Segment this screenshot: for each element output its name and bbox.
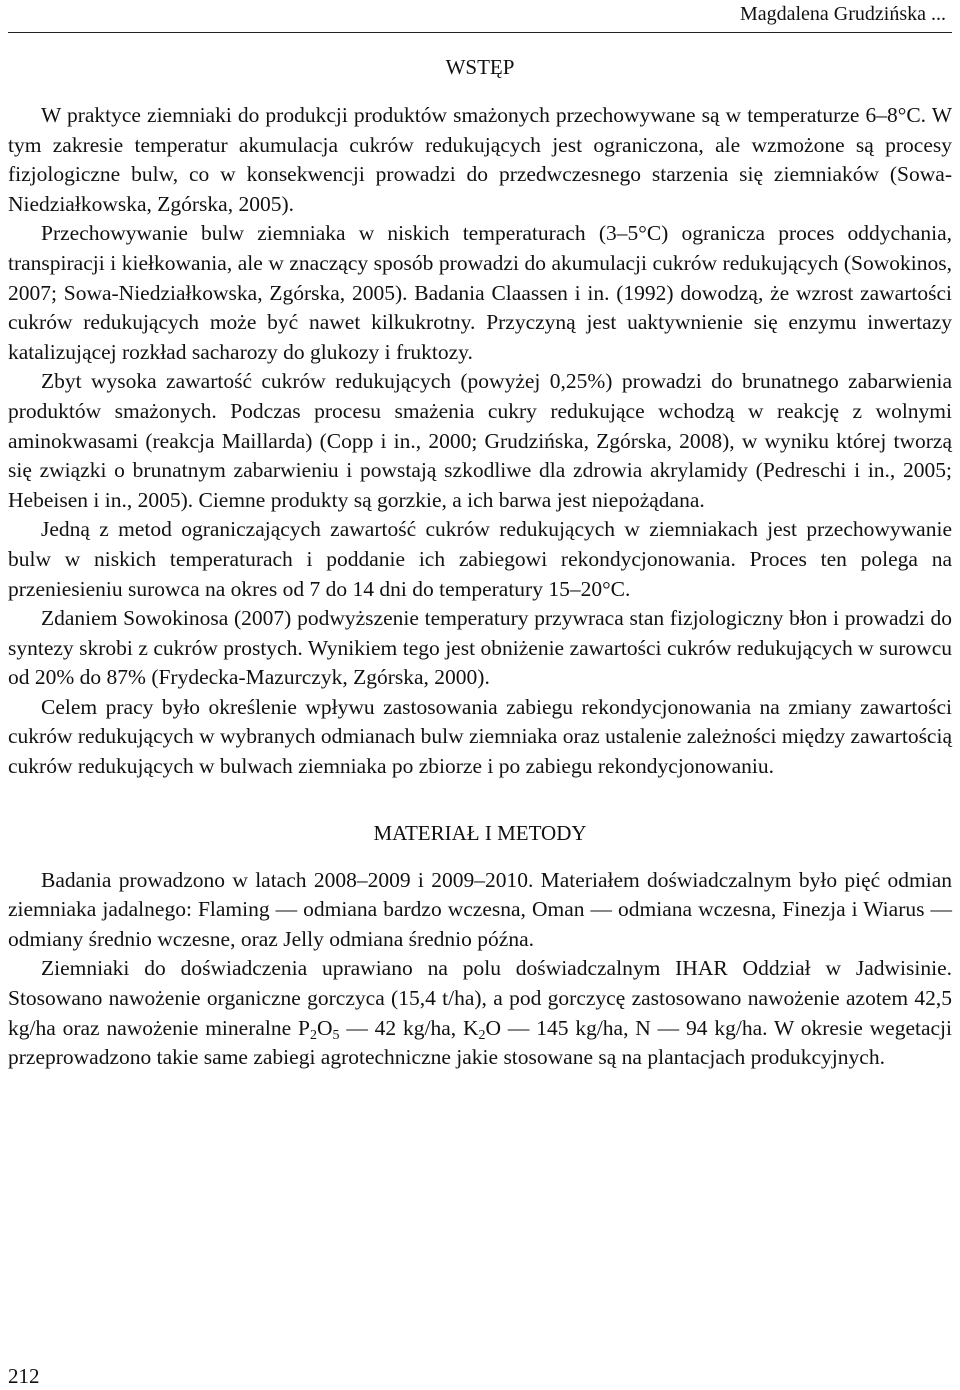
paragraph-methods-2-text-c: — 42 kg/ha, K [339, 1015, 479, 1040]
paragraph-methods-1: Badania prowadzono w latach 2008–2009 i 2009–2010. Materiałem doświadczalnym było pięć odmian ziemniaka jadalnego: Flaming — odmiana bardzo wczesna, Oman — odmiana wczesna, Finezja i Wiarus — odmiany średnio wczesne, oraz Jelly odmiana średnio późna. [8, 867, 952, 951]
paragraph-intro-4: Jedną z metod ograniczających zawartość cukrów redukujących w ziemniakach jest przechowywanie bulw w niskich temperaturach i poddanie ich zabiegowi rekondycjonowania. Proces ten polega na przeniesieniu surowca na okres od 7 do 14 dni do temperatury 15–20°C. [8, 517, 952, 601]
running-header-author: Magdalena Grudzińska ... [739, 3, 946, 25]
header-divider [8, 32, 952, 33]
paragraph-intro-6: Celem pracy było określenie wpływu zastosowania zabiegu rekondycjonowania na zmiany zawartości cukrów redukujących w wybranych odmianach bulw ziemniaka oraz ustalenie zależności między zawartością cukrów redukujących w bulwach ziemniaka po zbiorze i po zabiegu rekondycjonowaniu. [8, 694, 952, 779]
section-heading-intro: WSTĘP [445, 55, 515, 79]
subscript-p2o5-p: 2 [309, 1027, 317, 1043]
subscript-k2o: 2 [478, 1027, 486, 1043]
paragraph-methods-2-text-d: O — 145 kg/ha, N — 94 kg/ha. W okresie wegetacji przeprowadzono takie same zabiegi agrotechniczne jakie stosowane są na plantacjach produkcyjnych. [8, 1015, 952, 1070]
page-number: 212 [8, 1364, 40, 1388]
section-heading-methods: MATERIAŁ I METODY [373, 820, 587, 845]
paragraph-intro-1: W praktyce ziemniaki do produkcji produktów smażonych przechowywane są w temperaturze 6–8°C. W tym zakresie temperatur akumulacja cukrów redukujących jest ograniczona, ale wzmożone są procesy fizjologiczne bulw, co w konsekwencji prowadzi do przedwczesnego starzenia się ziemniaków (Sowa-Niedziałkowska, Zgórska, 2005). [8, 103, 952, 216]
paragraph-intro-3: Zbyt wysoka zawartość cukrów redukujących (powyżej 0,25%) prowadzi do brunatnego zabarwienia produktów smażonych. Podczas procesu smażenia cukry redukujące wchodzą w reakcję z wolnymi aminokwasami (reakcja Maillarda) (Copp i in., 2000; Grudzińska, Zgórska, 2008), w wyniku której tworzą się związki o brunatnym zabarwieniu i powstają szkodliwe dla zdrowia akrylamidy (Pedreschi i in., 2005; Hebeisen i in., 2005). Ciemne produkty są gorzkie, a ich barwa jest niepożądana. [8, 369, 952, 512]
paragraph-intro-2: Przechowywanie bulw ziemniaka w niskich temperaturach (3–5°C) ogranicza proces oddychania, transpiracji i kiełkowania, ale w znaczący sposób prowadzi do akumulacji cukrów redukujących (Sowokinos, 2007; Sowa-Niedziałkowska, Zgórska, 2005). Badania Claassen i in. (1992) dowodzą, że wzrost zawartości cukrów redukujących może być nawet kilkukrotny. Przyczyną jest uaktywnienie się enzymu inwertazy katalizującej rozkład sacharozy do glukozy i fruktozy. [8, 221, 952, 364]
subscript-p2o5-o: 5 [332, 1027, 340, 1043]
paragraph-methods-2 [8, 954, 952, 1072]
page-body [8, 52, 952, 1073]
paragraph-methods-2-text-b: O [316, 1015, 333, 1040]
paragraph-intro-5: Zdaniem Sowokinosa (2007) podwyższenie temperatury przywraca stan fizjologiczny błon i prowadzi do syntezy skrobi z cukrów prostych. Wynikiem tego jest obniżenie zawartości cukrów redukujących w surowcu od 20% do 87% (Frydecka-Mazurczyk, Zgórska, 2000). [8, 606, 952, 690]
paragraph-methods-2-text-a: Ziemniaki do doświadczenia uprawiano na polu doświadczalnym IHAR Oddział w Jadwisinie. Stosowano nawożenie organiczne gorczyca (15,4 t/ha), a pod gorczycę zastosowano nawożenie azotem 42,5 kg/ha oraz nawożenie mineralne P [8, 956, 952, 1040]
